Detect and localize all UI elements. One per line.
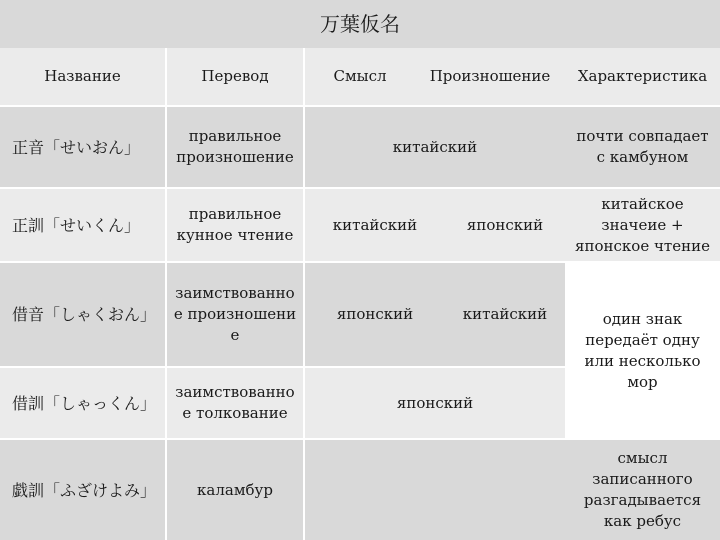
row-1-meaning-pronunciation: китайский: [305, 107, 565, 187]
row-5-meaning-pronunciation: [305, 440, 565, 540]
row-3-translation: заимствованное произношение: [167, 263, 303, 366]
row-2-translation: правильное кунное чтение: [167, 189, 303, 261]
header-pronunciation: Произношение: [415, 48, 565, 105]
row-4-translation: заимствованное толкование: [167, 368, 303, 438]
row-1-translation: правильное произношение: [167, 107, 303, 187]
row-2-meaning: китайский: [305, 189, 445, 261]
row-2-pronunciation: японский: [445, 189, 565, 261]
row-1-name: 正音「せいおん」: [0, 107, 165, 187]
header-translation: Перевод: [167, 48, 303, 105]
row-2-name: 正訓「せいくん」: [0, 189, 165, 261]
row-4-meaning-pronunciation: японский: [305, 368, 565, 438]
header-name: Название: [0, 48, 165, 105]
table-title: 万葉仮名: [0, 0, 720, 48]
row-5-characteristic: смысл записанного разгадывается как ребус: [565, 440, 720, 540]
header-characteristic: Характеристика: [565, 48, 720, 105]
row-3-pronunciation: китайский: [445, 263, 565, 366]
row-4-name: 借訓「しゃっくん」: [0, 368, 165, 438]
header-meaning: Смысл: [305, 48, 415, 105]
row-3-name: 借音「しゃくおん」: [0, 263, 165, 366]
row-1-characteristic: почти совпадает с камбуном: [565, 107, 720, 187]
row-3-meaning: японский: [305, 263, 445, 366]
row-5-translation: каламбур: [167, 440, 303, 540]
row-5-name: 戯訓「ふざけよみ」: [0, 440, 165, 540]
row-2-characteristic: китайское значеие + японское чтение: [565, 189, 720, 261]
rows-3-4-characteristic: один знак передаёт одну или несколько мор: [565, 263, 720, 438]
